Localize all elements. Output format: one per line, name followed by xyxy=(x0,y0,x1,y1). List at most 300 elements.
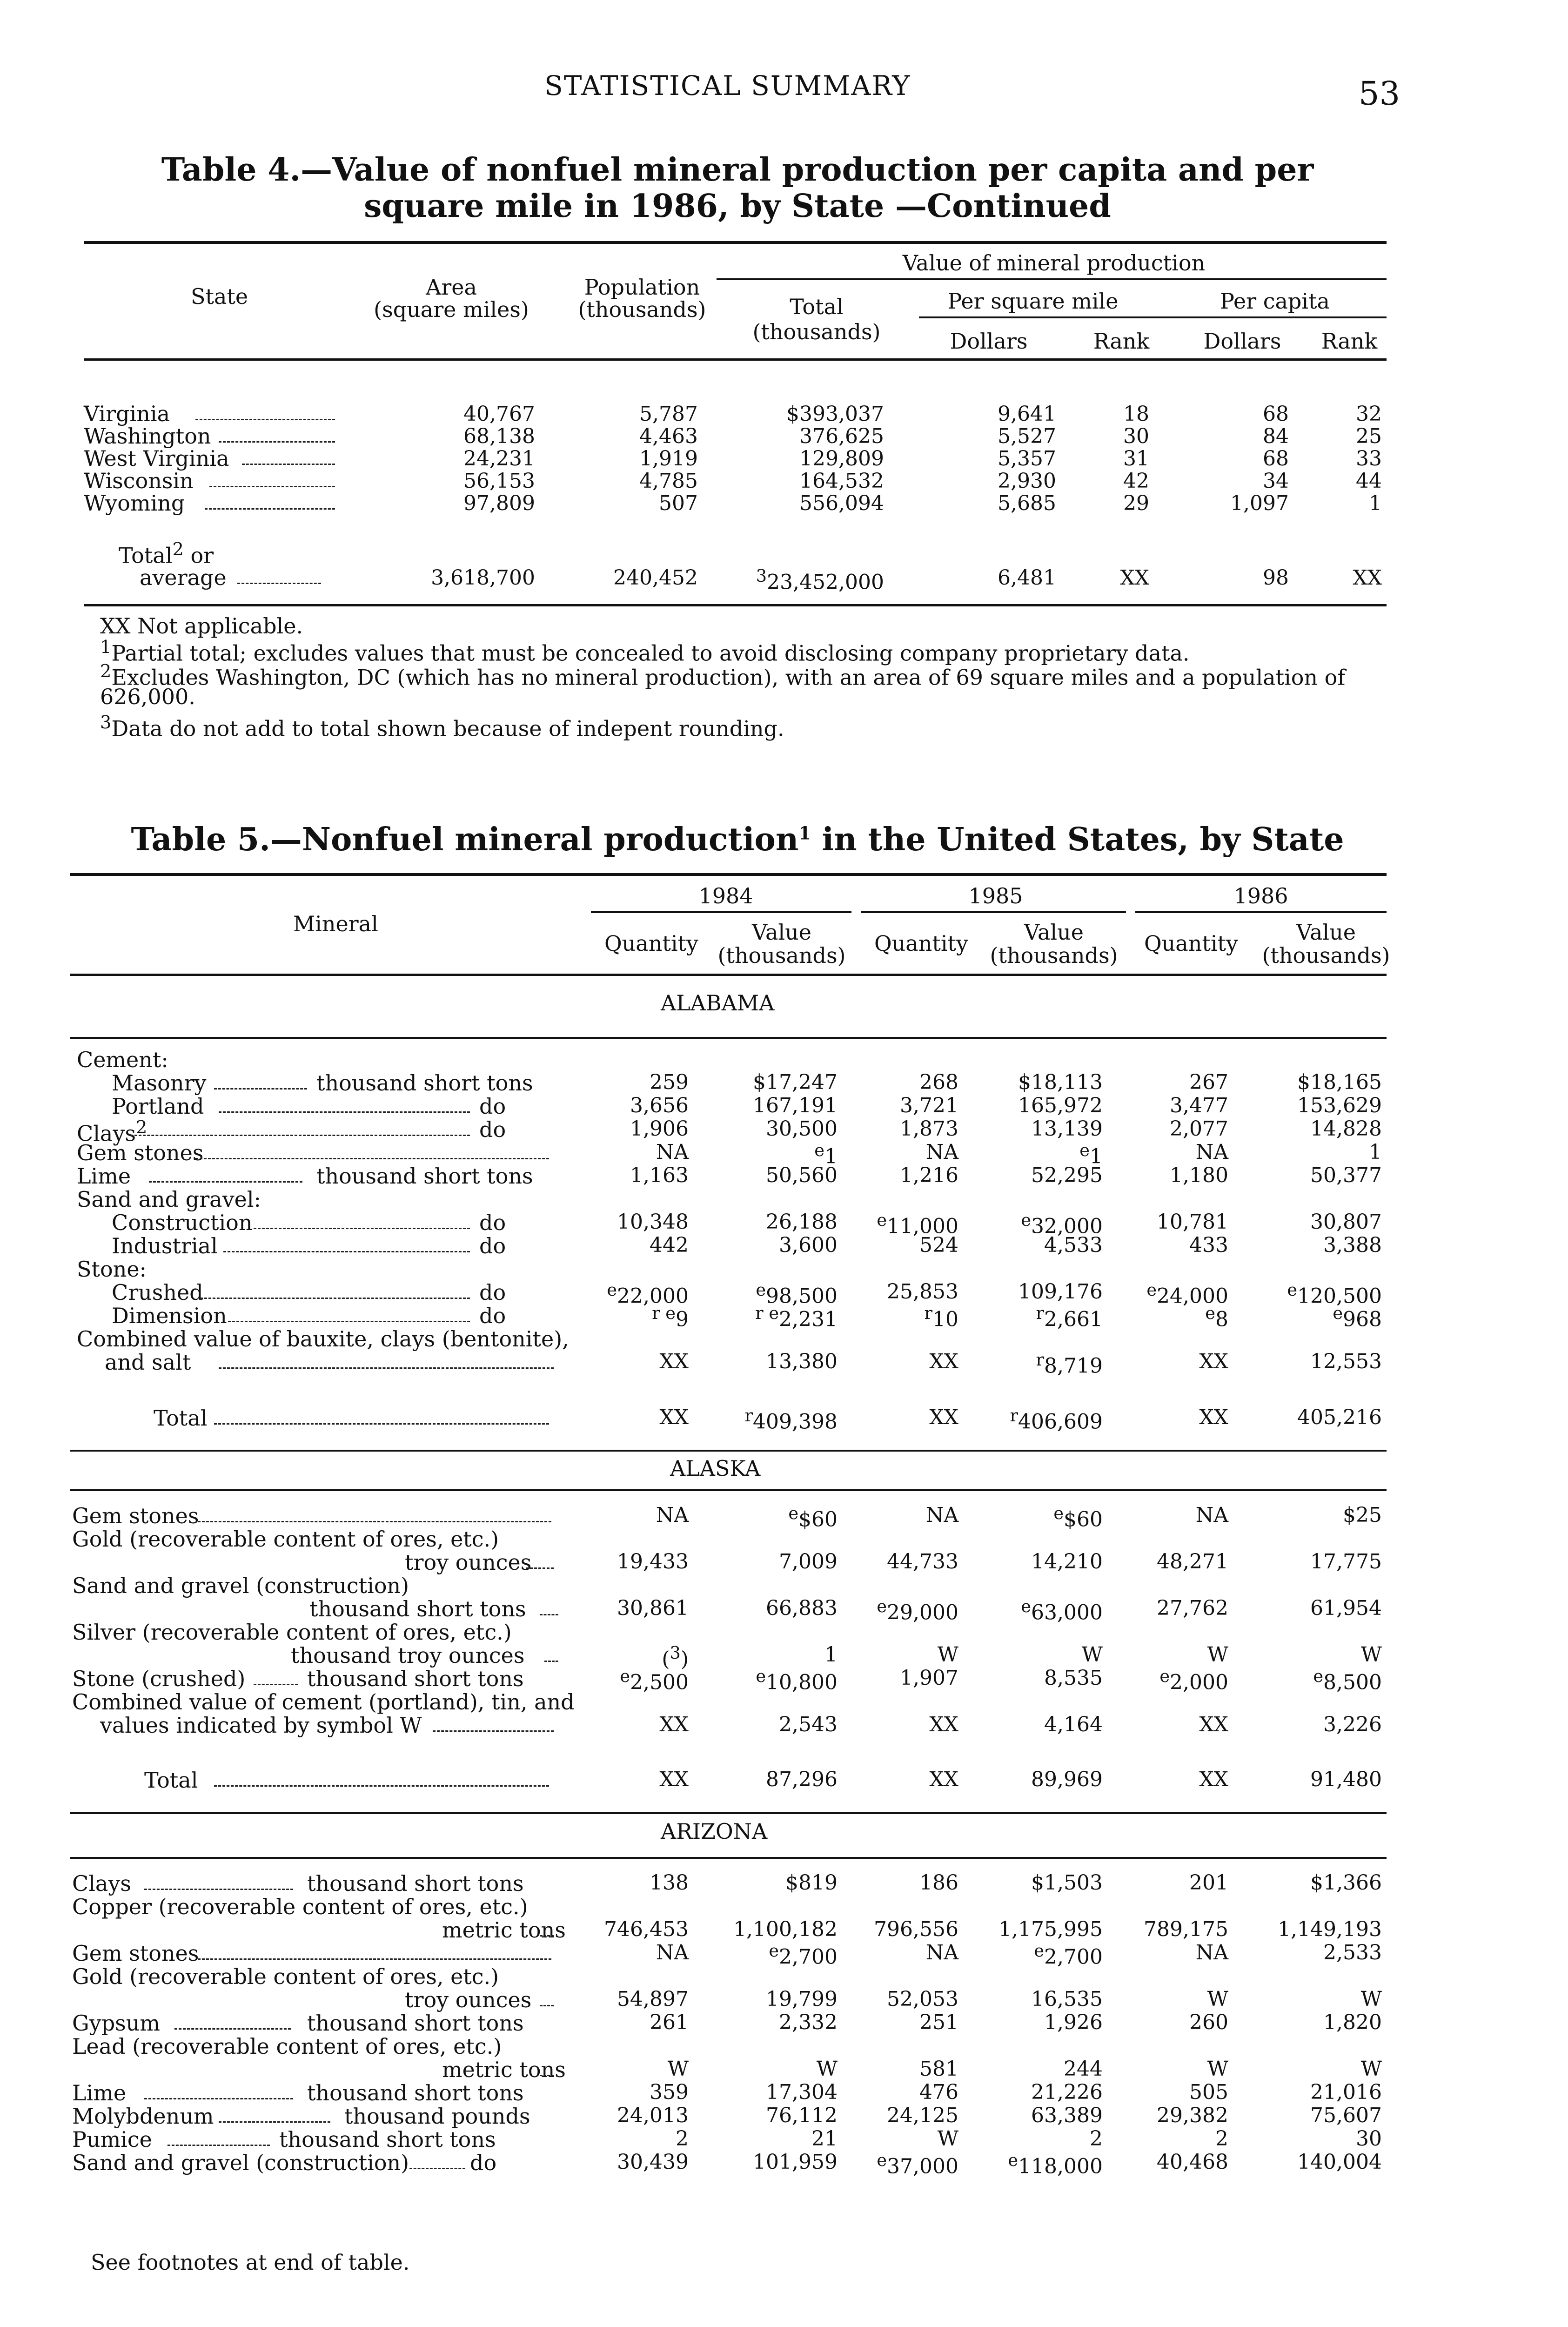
population-value: 240,452 xyxy=(613,566,698,590)
col-value-1986-1: Value xyxy=(1296,920,1356,945)
area-value: 40,767 xyxy=(463,402,535,426)
population-value: 1,919 xyxy=(639,447,698,471)
unit-label: thousand short tons xyxy=(307,1871,524,1896)
value-cell: 89,969 xyxy=(1031,1768,1103,1791)
unit-label: metric tons xyxy=(442,2057,566,2082)
mineral-label: Pumice xyxy=(72,2127,152,2152)
value-cell: $^e$120,500 xyxy=(1287,1280,1382,1308)
quantity-cell: 746,453 xyxy=(604,1917,689,1941)
col-sq-rank-header: Rank xyxy=(1093,329,1150,354)
quantity-cell: 40,468 xyxy=(1157,2150,1228,2174)
value-cell: 1,149,193 xyxy=(1278,1917,1382,1941)
quantity-cell: 138 xyxy=(650,1871,689,1895)
quantity-cell: 1,906 xyxy=(630,1117,689,1141)
quantity-cell: NA xyxy=(656,1941,689,1964)
mineral-label: Gypsum xyxy=(72,2011,161,2036)
value-cell: 3,226 xyxy=(1323,1713,1382,1736)
quantity-cell: 359 xyxy=(650,2080,689,2104)
value-cell: 109,176 xyxy=(1018,1280,1103,1304)
value-cell: W xyxy=(1360,1643,1382,1667)
mineral-label: Lime xyxy=(72,2080,127,2105)
value-cell: 75,607 xyxy=(1310,2104,1382,2127)
value-cell: $25 xyxy=(1343,1503,1382,1527)
sq-rank-value: 42 xyxy=(1123,469,1149,493)
quantity-cell: 2 xyxy=(676,2127,689,2151)
mineral-label: Combined value of bauxite, clays (bentonite), xyxy=(77,1326,569,1352)
value-cell: 140,004 xyxy=(1297,2150,1382,2174)
sq-rank-value: 30 xyxy=(1123,424,1149,448)
value-cell: $^e$2,700 xyxy=(769,1941,838,1969)
quantity-cell: NA xyxy=(656,1503,689,1527)
value-cell: 87,296 xyxy=(766,1768,838,1791)
cap-dollars-value: 84 xyxy=(1263,424,1289,448)
quantity-cell: W xyxy=(1207,2057,1228,2081)
population-value: 5,787 xyxy=(639,402,698,426)
unit-label: do xyxy=(479,1303,506,1328)
quantity-cell: 1,216 xyxy=(900,1164,958,1187)
year-1984-header: 1984 xyxy=(698,883,753,908)
value-cell: 13,139 xyxy=(1031,1117,1103,1141)
value-cell: 2 xyxy=(1090,2127,1103,2151)
cap-rank-value: XX xyxy=(1353,566,1382,590)
footnote-3: $^3$Data do not add to total shown because of indepent rounding. xyxy=(100,712,784,741)
section-alabama: ALABAMA xyxy=(661,990,775,1016)
value-cell: 63,389 xyxy=(1031,2104,1103,2127)
value-cell: 1,100,182 xyxy=(733,1917,838,1941)
quantity-cell: 267 xyxy=(1189,1070,1228,1094)
value-cell: $^e$32,000 xyxy=(1021,1210,1103,1238)
unit-label: troy ounces xyxy=(405,1550,532,1575)
value-cell: 1 xyxy=(1369,1140,1382,1164)
value-cell: 21 xyxy=(811,2127,838,2151)
quantity-cell: W xyxy=(667,2057,689,2081)
table4-title-line1: Table 4.—Value of nonfuel mineral production per capita and per xyxy=(161,151,1314,188)
total-value: $^3$23,452,000 xyxy=(756,566,884,594)
sq-rank-value: XX xyxy=(1120,566,1149,590)
value-cell: $^r$409,398 xyxy=(744,1406,838,1434)
cap-dollars-value: 68 xyxy=(1263,402,1289,426)
total-value: 556,094 xyxy=(799,491,884,515)
value-cell: 21,016 xyxy=(1310,2080,1382,2104)
area-value: 56,153 xyxy=(463,469,535,493)
section-arizona: ARIZONA xyxy=(661,1819,768,1844)
table5-title: Table 5.—Nonfuel mineral production$^1$ in the United States, by State xyxy=(131,821,1344,858)
mineral-label-cont: values indicated by symbol W xyxy=(100,1713,422,1738)
col-mineral-header: Mineral xyxy=(293,911,378,936)
quantity-cell: $^e$37,000 xyxy=(877,2150,958,2179)
value-cell: $^e$1 xyxy=(1079,1140,1103,1169)
value-cell: 13,380 xyxy=(766,1350,838,1373)
quantity-cell: 24,013 xyxy=(617,2104,689,2127)
quantity-cell: 19,433 xyxy=(617,1550,689,1574)
quantity-cell: W xyxy=(937,2127,958,2151)
quantity-cell: 1,163 xyxy=(630,1164,689,1187)
area-value: 68,138 xyxy=(463,424,535,448)
quantity-cell: XX xyxy=(1199,1713,1228,1736)
value-cell: 17,775 xyxy=(1310,1550,1382,1574)
value-cell: 7,009 xyxy=(779,1550,838,1574)
unit-label: thousand troy ounces xyxy=(291,1643,525,1668)
mineral-label: Silver (recoverable content of ores, etc.) xyxy=(72,1620,512,1645)
quantity-cell: XX xyxy=(929,1713,958,1736)
quantity-cell: 186 xyxy=(919,1871,958,1895)
mineral-label: Sand and gravel (construction) xyxy=(72,2150,409,2175)
value-cell: 14,828 xyxy=(1310,1117,1382,1141)
sq-dollars-value: 2,930 xyxy=(998,469,1056,493)
total-value: $393,037 xyxy=(786,402,884,426)
value-cell: $1,366 xyxy=(1310,1871,1382,1895)
value-cell: 244 xyxy=(1064,2057,1103,2081)
mineral-label: Gem stones xyxy=(77,1140,204,1165)
mineral-label-cont: and salt xyxy=(105,1350,191,1375)
total-value: 164,532 xyxy=(799,469,884,493)
value-cell: 50,377 xyxy=(1310,1164,1382,1187)
footnote-xx: XX Not applicable. xyxy=(100,613,303,639)
quantity-cell: $^e$22,000 xyxy=(607,1280,689,1308)
quantity-cell: NA xyxy=(925,1503,958,1527)
value-group-header: Value of mineral production xyxy=(902,250,1206,276)
year-1986-header: 1986 xyxy=(1233,883,1288,908)
cap-dollars-value: 98 xyxy=(1263,566,1289,590)
col-value-1985-2: (thousands) xyxy=(990,943,1118,968)
unit-label: thousand short tons xyxy=(307,2080,524,2105)
cap-rank-value: 44 xyxy=(1356,469,1382,493)
mineral-label: Gold (recoverable content of ores, etc.) xyxy=(72,1964,499,1989)
col-value-1986-2: (thousands) xyxy=(1262,943,1390,968)
quantity-cell: NA xyxy=(1195,1503,1228,1527)
mineral-label: Portland xyxy=(112,1094,204,1119)
quantity-cell: $^e$24,000 xyxy=(1146,1280,1228,1308)
state-name: Washington xyxy=(84,424,211,449)
state-name: Wisconsin xyxy=(84,468,194,493)
quantity-cell: W xyxy=(1207,1987,1228,2011)
value-cell: $1,503 xyxy=(1031,1871,1103,1895)
col-value-1984-1: Value xyxy=(752,920,811,945)
quantity-cell: $^e$8 xyxy=(1205,1303,1228,1332)
quantity-cell: 260 xyxy=(1189,2011,1228,2034)
col-value-1985-1: Value xyxy=(1024,920,1084,945)
unit-label: thousand short tons xyxy=(309,1596,526,1621)
quantity-cell: 27,762 xyxy=(1157,1596,1228,1620)
quantity-cell: 30,861 xyxy=(617,1596,689,1620)
quantity-cell: NA xyxy=(925,1941,958,1964)
quantity-cell: XX xyxy=(1199,1350,1228,1373)
sq-dollars-value: 6,481 xyxy=(998,566,1056,590)
per-capita-header: Per capita xyxy=(1220,289,1330,314)
value-cell: $^e$10,800 xyxy=(756,1666,838,1695)
mineral-label: Molybdenum xyxy=(72,2104,214,2129)
quantity-cell: XX xyxy=(929,1768,958,1791)
quantity-cell: 789,175 xyxy=(1144,1917,1228,1941)
value-cell: 8,535 xyxy=(1044,1666,1103,1690)
value-cell: 30,807 xyxy=(1310,1210,1382,1234)
value-cell: W xyxy=(1081,1643,1103,1667)
quantity-cell: 1,873 xyxy=(900,1117,958,1141)
quantity-cell: 1,180 xyxy=(1170,1164,1228,1187)
quantity-cell: 261 xyxy=(650,2011,689,2034)
mineral-label: Lead (recoverable content of ores, etc.) xyxy=(72,2034,502,2059)
value-cell: 4,164 xyxy=(1044,1713,1103,1736)
sq-rank-value: 18 xyxy=(1123,402,1149,426)
unit-label: do xyxy=(470,2150,497,2175)
quantity-cell: 524 xyxy=(919,1233,958,1257)
total-value: 376,625 xyxy=(799,424,884,448)
cap-rank-value: 25 xyxy=(1356,424,1382,448)
quantity-cell: 3,721 xyxy=(900,1094,958,1117)
mineral-label: Stone: xyxy=(77,1257,147,1282)
quantity-cell: NA xyxy=(1195,1140,1228,1164)
footnote-1: $^1$Partial total; excludes values that must be concealed to avoid disclosing company proprietary data. xyxy=(100,637,1190,666)
col-quantity-1985: Quantity xyxy=(874,931,969,956)
value-cell: 14,210 xyxy=(1031,1550,1103,1574)
unit-label: thousand short tons xyxy=(316,1164,533,1189)
cap-dollars-value: 68 xyxy=(1263,447,1289,471)
quantity-cell: XX xyxy=(659,1713,689,1736)
value-cell: $^{r e}$2,231 xyxy=(755,1303,838,1332)
value-cell: $^e$118,000 xyxy=(1008,2150,1103,2179)
value-cell: $^e$98,500 xyxy=(756,1280,838,1308)
quantity-cell: $^e$2,000 xyxy=(1159,1666,1228,1695)
mineral-label: Total xyxy=(144,1768,198,1793)
mineral-label: Total xyxy=(154,1406,208,1431)
value-cell: 3,388 xyxy=(1323,1233,1382,1257)
area-value: 97,809 xyxy=(463,491,535,515)
quantity-cell: NA xyxy=(656,1140,689,1164)
quantity-cell: 433 xyxy=(1189,1233,1228,1257)
mineral-label: Copper (recoverable content of ores, etc.) xyxy=(72,1894,528,1919)
quantity-cell: $^e$2,500 xyxy=(620,1666,689,1695)
quantity-cell: XX xyxy=(1199,1406,1228,1429)
value-cell: 153,629 xyxy=(1297,1094,1382,1117)
col-area-header-2: (square miles) xyxy=(374,297,529,322)
value-cell: 16,535 xyxy=(1031,1987,1103,2011)
value-cell: 167,191 xyxy=(753,1094,838,1117)
quantity-cell: 48,271 xyxy=(1157,1550,1228,1574)
mineral-label: Masonry xyxy=(112,1070,207,1096)
value-cell: 3,600 xyxy=(779,1233,838,1257)
running-head: STATISTICAL SUMMARY xyxy=(544,70,911,101)
mineral-label: Clays$^2$ xyxy=(77,1117,147,1146)
unit-label: thousand pounds xyxy=(344,2104,530,2129)
quantity-cell: $^e$29,000 xyxy=(877,1596,958,1625)
value-cell: $^e$\$60 xyxy=(1053,1503,1103,1532)
quantity-cell: ($^3$) xyxy=(662,1643,689,1671)
col-quantity-1986: Quantity xyxy=(1144,931,1239,956)
quantity-cell: 796,556 xyxy=(874,1917,958,1941)
quantity-cell: W xyxy=(1207,1643,1228,1667)
value-cell: 26,188 xyxy=(766,1210,838,1234)
mineral-label: Stone (crushed) xyxy=(72,1666,246,1691)
value-cell: 76,112 xyxy=(766,2104,838,2127)
mineral-label: Lime xyxy=(77,1164,131,1189)
value-cell: 30,500 xyxy=(766,1117,838,1141)
unit-label: thousand short tons xyxy=(279,2127,496,2152)
cap-rank-value: 1 xyxy=(1369,491,1382,515)
col-pop-header-1: Population xyxy=(584,275,700,300)
value-cell: 52,295 xyxy=(1031,1164,1103,1187)
col-cap-dollars-header: Dollars xyxy=(1203,329,1281,354)
value-cell: $17,247 xyxy=(753,1070,838,1094)
quantity-cell: 2 xyxy=(1215,2127,1228,2151)
sq-dollars-value: 5,527 xyxy=(998,424,1056,448)
quantity-cell: 268 xyxy=(919,1070,958,1094)
value-cell: 91,480 xyxy=(1310,1768,1382,1791)
page-number: 53 xyxy=(1359,74,1400,113)
quantity-cell: 30,439 xyxy=(617,2150,689,2174)
area-value: 3,618,700 xyxy=(431,566,535,590)
quantity-cell: 581 xyxy=(919,2057,958,2081)
quantity-cell: W xyxy=(937,1643,958,1667)
quantity-cell: 10,348 xyxy=(617,1210,689,1234)
value-cell: 21,226 xyxy=(1031,2080,1103,2104)
value-cell: $^e$2,700 xyxy=(1034,1941,1103,1969)
average-label: average xyxy=(140,565,227,590)
per-sq-mile-header: Per square mile xyxy=(947,289,1119,314)
area-value: 24,231 xyxy=(463,447,535,471)
value-cell: 12,553 xyxy=(1310,1350,1382,1373)
footer-note: See footnotes at end of table. xyxy=(91,2250,410,2275)
total-value: 129,809 xyxy=(799,447,884,471)
value-cell: $18,113 xyxy=(1018,1070,1103,1094)
sq-rank-value: 31 xyxy=(1123,447,1149,471)
col-cap-rank-header: Rank xyxy=(1321,329,1378,354)
quantity-cell: 476 xyxy=(919,2080,958,2104)
unit-label: do xyxy=(479,1210,506,1235)
state-name: Virginia xyxy=(84,401,170,426)
unit-label: thousand short tons xyxy=(316,1070,533,1096)
quantity-cell: 52,053 xyxy=(887,1987,958,2011)
mineral-label: Dimension xyxy=(112,1303,227,1328)
mineral-label: Gem stones xyxy=(72,1503,199,1528)
quantity-cell: $^r$10 xyxy=(924,1303,958,1332)
value-cell: 4,533 xyxy=(1044,1233,1103,1257)
table4-title-line2: square mile in 1986, by State —Continued xyxy=(364,188,1111,225)
value-cell: 1,175,995 xyxy=(998,1917,1103,1941)
value-cell: 61,954 xyxy=(1310,1596,1382,1620)
quantity-cell: XX xyxy=(929,1350,958,1373)
value-cell: 66,883 xyxy=(766,1596,838,1620)
footnote-2-cont: 626,000. xyxy=(100,684,195,709)
cap-rank-value: 33 xyxy=(1356,447,1382,471)
quantity-cell: XX xyxy=(659,1768,689,1791)
value-cell: 405,216 xyxy=(1297,1406,1382,1429)
sq-dollars-value: 5,685 xyxy=(998,491,1056,515)
value-cell: W xyxy=(1360,2057,1382,2081)
quantity-cell: XX xyxy=(659,1350,689,1373)
population-value: 4,785 xyxy=(639,469,698,493)
mineral-label: Gold (recoverable content of ores, etc.) xyxy=(72,1527,499,1552)
quantity-cell: NA xyxy=(925,1140,958,1164)
mineral-label: Sand and gravel: xyxy=(77,1187,261,1212)
value-cell: W xyxy=(816,2057,838,2081)
unit-label: thousand short tons xyxy=(307,2011,524,2036)
year-1985-header: 1985 xyxy=(968,883,1023,908)
value-cell: $^e$1 xyxy=(814,1140,838,1169)
mineral-label: Combined value of cement (portland), tin, and xyxy=(72,1689,575,1715)
col-state-header: State xyxy=(191,284,248,309)
footnote-2: $^2$Excludes Washington, DC (which has no mineral production), with an area of 69 square miles and a population of xyxy=(100,661,1346,690)
sq-dollars-value: 9,641 xyxy=(998,402,1056,426)
value-cell: $^r$2,661 xyxy=(1036,1303,1103,1332)
value-cell: $^e$8,500 xyxy=(1313,1666,1382,1695)
value-cell: 165,972 xyxy=(1018,1094,1103,1117)
mineral-label: Construction xyxy=(112,1210,253,1235)
quantity-cell: 3,477 xyxy=(1170,1094,1228,1117)
quantity-cell: XX xyxy=(659,1406,689,1429)
col-pop-header-2: (thousands) xyxy=(578,297,706,322)
cap-dollars-value: 34 xyxy=(1263,469,1289,493)
quantity-cell: 505 xyxy=(1189,2080,1228,2104)
mineral-label: Industrial xyxy=(112,1233,218,1258)
value-cell: 2,332 xyxy=(779,2011,838,2034)
quantity-cell: 442 xyxy=(650,1233,689,1257)
quantity-cell: NA xyxy=(1195,1941,1228,1964)
sq-rank-value: 29 xyxy=(1123,491,1149,515)
mineral-label: Sand and gravel (construction) xyxy=(72,1573,409,1598)
unit-label: do xyxy=(479,1280,506,1305)
quantity-cell: 201 xyxy=(1189,1871,1228,1895)
value-cell: 1,926 xyxy=(1044,2011,1103,2034)
quantity-cell: 2,077 xyxy=(1170,1117,1228,1141)
population-value: 507 xyxy=(659,491,698,515)
value-cell: 2,533 xyxy=(1323,1941,1382,1964)
unit-label: do xyxy=(479,1117,506,1142)
value-cell: W xyxy=(1360,1987,1382,2011)
value-cell: $^e$63,000 xyxy=(1021,1596,1103,1625)
quantity-cell: 29,382 xyxy=(1157,2104,1228,2127)
quantity-cell: 259 xyxy=(650,1070,689,1094)
col-value-1984-2: (thousands) xyxy=(717,943,846,968)
value-cell: 1 xyxy=(824,1643,838,1667)
quantity-cell: 24,125 xyxy=(887,2104,958,2127)
total-label: Total$^2$ or xyxy=(119,539,214,568)
value-cell: $^r$406,609 xyxy=(1010,1406,1103,1434)
quantity-cell: 3,656 xyxy=(630,1094,689,1117)
state-name: West Virginia xyxy=(84,446,229,471)
col-area-header-1: Area xyxy=(426,275,477,300)
value-cell: 19,799 xyxy=(766,1987,838,2011)
quantity-cell: 25,853 xyxy=(887,1280,958,1304)
quantity-cell: $^{r e}$9 xyxy=(652,1303,689,1332)
quantity-cell: 251 xyxy=(919,2011,958,2034)
value-cell: 30 xyxy=(1356,2127,1382,2151)
value-cell: 2,543 xyxy=(779,1713,838,1736)
unit-label: troy ounces xyxy=(405,1987,532,2012)
quantity-cell: XX xyxy=(1199,1768,1228,1791)
col-total-header-2: (thousands) xyxy=(752,319,881,344)
quantity-cell: XX xyxy=(929,1406,958,1429)
population-value: 4,463 xyxy=(639,424,698,448)
mineral-label: Clays xyxy=(72,1871,131,1896)
value-cell: 17,304 xyxy=(766,2080,838,2104)
value-cell: $^e$968 xyxy=(1333,1303,1382,1332)
cap-rank-value: 32 xyxy=(1356,402,1382,426)
col-total-header-1: Total xyxy=(790,294,844,319)
section-alaska: ALASKA xyxy=(670,1456,761,1481)
state-name: Wyoming xyxy=(84,491,185,516)
sq-dollars-value: 5,357 xyxy=(998,447,1056,471)
value-cell: $18,165 xyxy=(1297,1070,1382,1094)
col-quantity-1984: Quantity xyxy=(604,931,699,956)
mineral-label: Crushed xyxy=(112,1280,203,1305)
value-cell: 50,560 xyxy=(766,1164,838,1187)
mineral-label: Gem stones xyxy=(72,1941,199,1966)
unit-label: thousand short tons xyxy=(307,1666,524,1691)
quantity-cell: 1,907 xyxy=(900,1666,958,1690)
value-cell: 101,959 xyxy=(753,2150,838,2174)
value-cell: $819 xyxy=(785,1871,838,1895)
value-cell: 1,820 xyxy=(1323,2011,1382,2034)
